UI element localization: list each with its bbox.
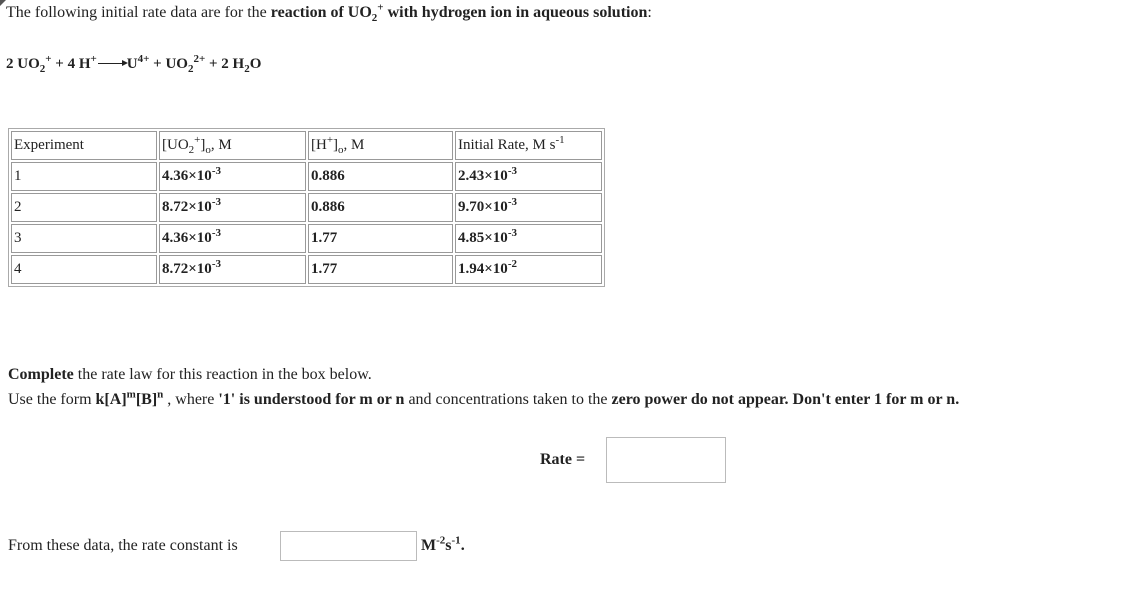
eq-sub2: 2 — [187, 63, 194, 75]
rate-exponent: -3 — [507, 196, 517, 208]
cell-uo2 — [159, 193, 306, 222]
instr-c: and concentrations taken to the — [404, 391, 612, 408]
cell-h: 0.886 — [308, 193, 453, 222]
header-uo2-conc — [159, 131, 306, 160]
cell-uo2 — [159, 224, 306, 253]
table-row — [11, 224, 602, 253]
table-header-row — [11, 131, 602, 160]
rate-mantissa: 4.85×10 — [458, 230, 508, 246]
eq-reactant-h: + 4 H — [51, 56, 91, 72]
h3-a: [H — [311, 137, 327, 153]
instruction-line1-rest: the rate law for this reaction in the box below. — [73, 366, 372, 383]
rate-mantissa: 9.70×10 — [458, 199, 508, 215]
h3-sub: o — [338, 144, 344, 156]
eq-product-h2o: + 2 H — [205, 56, 245, 72]
unit-s: s — [445, 537, 452, 554]
header-experiment-label: Experiment — [14, 137, 84, 153]
instr-form-n: n — [157, 388, 164, 401]
eq-sub1: 2 — [39, 63, 46, 75]
unit-end: . — [460, 537, 465, 554]
instr-form-b: [B] — [135, 391, 158, 408]
h2-sub2: o — [205, 144, 211, 156]
uo2-exponent: -3 — [211, 165, 221, 177]
eq-sup3: 4+ — [137, 53, 150, 65]
instr-bold2: zero power do not appear. Don't enter 1 for m or n. — [611, 391, 960, 408]
h4-sup: -1 — [555, 134, 565, 146]
rate-label: Rate = — [540, 451, 586, 468]
header-experiment — [11, 131, 157, 160]
h2-b: ] — [200, 137, 206, 153]
cell-h: 0.886 — [308, 162, 453, 191]
h2-c: , M — [210, 137, 232, 153]
intro-bold-a: reaction of UO — [270, 4, 372, 21]
cell-rate — [455, 224, 602, 253]
h3-b: ] — [333, 137, 339, 153]
intro-text — [6, 1, 652, 25]
cell-h: 1.77 — [308, 255, 453, 284]
h3-c: , M — [343, 137, 365, 153]
unit-m-exp: -2 — [436, 534, 446, 547]
instr-form-a: k[A] — [95, 391, 127, 408]
cell-experiment: 2 — [11, 193, 157, 222]
reaction-equation — [6, 53, 262, 75]
eq-sup2: + — [90, 53, 97, 65]
header-h-conc — [308, 131, 453, 160]
eq-product-uo2: + UO — [149, 56, 188, 72]
eq-product-u: U — [126, 56, 138, 72]
instr-a: Use the form — [8, 391, 96, 408]
uo2-mantissa: 8.72×10 — [162, 261, 212, 277]
header-initial-rate — [455, 131, 602, 160]
instruction-line-1 — [8, 366, 372, 384]
unit-s-exp: -1 — [451, 534, 461, 547]
cell-rate — [455, 193, 602, 222]
h3-sup: + — [326, 134, 334, 146]
cell-uo2 — [159, 255, 306, 284]
instr-bold1: '1' is understood for m or n — [218, 391, 405, 408]
eq-sup4: 2+ — [193, 53, 206, 65]
instr-form-m: m — [126, 388, 136, 401]
eq-end: O — [249, 56, 262, 72]
cell-experiment: 3 — [11, 224, 157, 253]
rate-exponent: -3 — [507, 227, 517, 239]
eq-reactant-uo2: 2 UO — [6, 56, 40, 72]
cell-rate — [455, 162, 602, 191]
h2-sup: + — [194, 134, 201, 146]
eq-sub3: 2 — [244, 63, 250, 75]
cell-experiment: 4 — [11, 255, 157, 284]
h2-a: [UO — [162, 137, 189, 153]
intro-bold-sub: 2 — [371, 12, 378, 25]
rate-constant-input[interactable] — [280, 531, 417, 561]
intro-bold-b: with hydrogen ion in aqueous solution — [383, 4, 648, 21]
uo2-exponent: -3 — [211, 227, 221, 239]
cell-uo2 — [159, 162, 306, 191]
uo2-mantissa: 4.36×10 — [162, 230, 212, 246]
intro-prefix: The following initial rate data are for the — [6, 4, 271, 21]
eq-sup1: + — [45, 53, 52, 65]
unit-m: M — [421, 537, 437, 554]
uo2-exponent: -3 — [211, 258, 221, 270]
rate-exponent: -2 — [507, 258, 517, 270]
h4-a: Initial Rate, M s — [458, 137, 556, 153]
rate-constant-label: From these data, the rate constant is — [8, 537, 238, 554]
table-row — [11, 255, 602, 284]
instruction-line-2 — [8, 388, 960, 409]
intro-bold-sup: + — [377, 1, 384, 14]
uo2-exponent: -3 — [211, 196, 221, 208]
cell-rate — [455, 255, 602, 284]
h2-sub: 2 — [188, 144, 195, 156]
table-row — [11, 162, 602, 191]
cell-h: 1.77 — [308, 224, 453, 253]
instruction-complete: Complete — [8, 366, 74, 383]
rate-data-table — [8, 128, 605, 287]
uo2-mantissa: 8.72×10 — [162, 199, 212, 215]
rate-law-input[interactable] — [606, 437, 726, 483]
intro-suffix: : — [647, 4, 652, 21]
rate-constant-unit — [421, 534, 465, 555]
rate-mantissa: 1.94×10 — [458, 261, 508, 277]
instr-b: , where — [163, 391, 219, 408]
rate-exponent: -3 — [507, 165, 517, 177]
table-row — [11, 193, 602, 222]
uo2-mantissa: 4.36×10 — [162, 168, 212, 184]
rate-mantissa: 2.43×10 — [458, 168, 508, 184]
reaction-arrow-icon — [98, 63, 126, 64]
cell-experiment: 1 — [11, 162, 157, 191]
